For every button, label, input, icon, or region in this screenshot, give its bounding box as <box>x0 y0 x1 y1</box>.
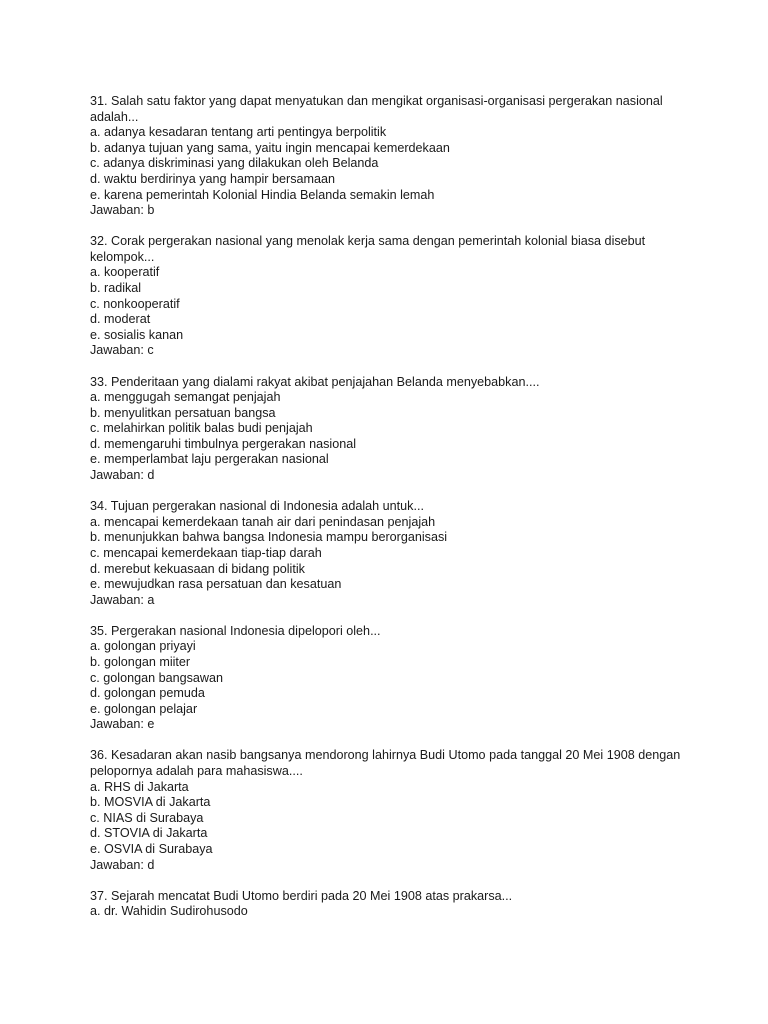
question-32 <box>90 234 690 359</box>
question-stem: 35. Pergerakan nasional Indonesia dipelopori oleh... <box>90 623 381 638</box>
answer-key: Jawaban: e <box>90 717 155 732</box>
option-e: e. OSVIA di Surabaya <box>90 842 213 857</box>
answer-key: Jawaban: d <box>90 857 155 872</box>
question-36 <box>90 748 690 873</box>
answer-key: Jawaban: b <box>90 203 155 218</box>
option-d: d. moderat <box>90 312 151 327</box>
question-35 <box>90 624 690 733</box>
question-stem: 31. Salah satu faktor yang dapat menyatukan dan mengikat organisasi-organisasi pergerakan nasional adalah... <box>90 94 663 124</box>
option-c: c. NIAS di Surabaya <box>90 810 204 825</box>
option-d: d. merebut kekuasaan di bidang politik <box>90 561 305 576</box>
option-a: a. RHS di Jakarta <box>90 779 189 794</box>
option-a: a. menggugah semangat penjajah <box>90 390 281 405</box>
option-b: b. menyulitkan persatuan bangsa <box>90 405 276 420</box>
option-a: a. adanya kesadaran tentang arti pentingya berpolitik <box>90 125 387 140</box>
question-33 <box>90 375 690 484</box>
question-31 <box>90 94 690 219</box>
option-c: c. melahirkan politik balas budi penjajah <box>90 421 313 436</box>
option-b: b. adanya tujuan yang sama, yaitu ingin mencapai kemerdekaan <box>90 140 450 155</box>
option-e: e. mewujudkan rasa persatuan dan kesatuan <box>90 577 342 592</box>
option-b: b. golongan miiter <box>90 655 191 669</box>
question-stem: 36. Kesadaran akan nasib bangsanya mendorong lahirnya Budi Utomo pada tanggal 20 Mei 1908 dengan pelopornya adalah para mahasiswa.... <box>90 748 681 779</box>
option-a: a. kooperatif <box>90 265 160 280</box>
question-37 <box>90 889 690 920</box>
option-d: d. waktu berdirinya yang hampir bersamaan <box>90 171 336 186</box>
option-d: d. STOVIA di Jakarta <box>90 826 208 841</box>
option-d: d. memengaruhi timbulnya pergerakan nasional <box>90 436 357 451</box>
option-e: e. sosialis kanan <box>90 327 184 342</box>
option-c: c. nonkooperatif <box>90 296 180 311</box>
option-c: c. golongan bangsawan <box>90 670 224 685</box>
option-a: a. dr. Wahidin Sudirohusodo <box>90 904 248 919</box>
option-d: d. golongan pemuda <box>90 686 205 701</box>
option-c: c. adanya diskriminasi yang dilakukan oleh Belanda <box>90 156 379 171</box>
answer-key: Jawaban: a <box>90 592 155 607</box>
option-e: e. karena pemerintah Kolonial Hindia Belanda semakin lemah <box>90 187 435 202</box>
question-stem: 37. Sejarah mencatat Budi Utomo berdiri pada 20 Mei 1908 atas prakarsa... <box>90 888 513 903</box>
option-b: b. MOSVIA di Jakarta <box>90 795 211 810</box>
answer-key: Jawaban: c <box>90 343 154 358</box>
option-c: c. mencapai kemerdekaan tiap-tiap darah <box>90 545 322 560</box>
option-a: a. mencapai kemerdekaan tanah air dari penindasan penjajah <box>90 514 436 529</box>
answer-key: Jawaban: d <box>90 468 155 483</box>
option-b: b. menunjukkan bahwa bangsa Indonesia mampu berorganisasi <box>90 530 448 545</box>
document-page <box>90 94 690 935</box>
question-stem: 32. Corak pergerakan nasional yang menolak kerja sama dengan pemerintah kolonial biasa disebut kelompok... <box>90 234 646 264</box>
option-e: e. golongan pelajar <box>90 701 198 716</box>
option-a: a. golongan priyayi <box>90 639 196 654</box>
option-b: b. radikal <box>90 281 142 296</box>
question-34 <box>90 499 690 608</box>
question-stem: 33. Penderitaan yang dialami rakyat akibat penjajahan Belanda menyebabkan.... <box>90 374 540 389</box>
question-stem: 34. Tujuan pergerakan nasional di Indonesia adalah untuk... <box>90 499 424 514</box>
option-e: e. memperlambat laju pergerakan nasional <box>90 452 329 467</box>
